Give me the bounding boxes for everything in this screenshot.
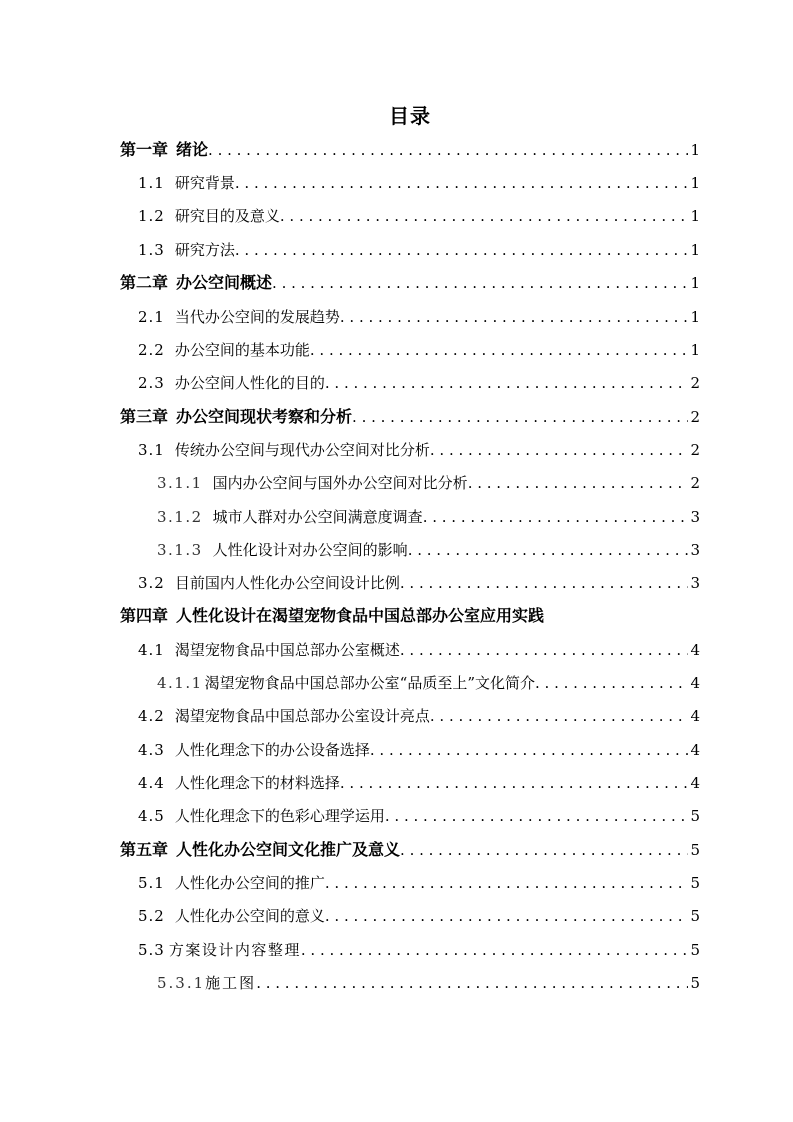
toc-entry-text: 渴望宠物食品中国总部办公室设计亮点 bbox=[174, 707, 430, 725]
toc-entry-5-3[interactable] bbox=[138, 936, 700, 964]
toc-entry-chapter-1[interactable] bbox=[120, 136, 700, 164]
toc-entry-text: 目前国内人性化办公空间设计比例 bbox=[174, 574, 400, 592]
dot-leader bbox=[408, 536, 689, 564]
toc-entry-number: 4.4 bbox=[138, 774, 165, 792]
toc-entry-text: 人性化理念下的色彩心理学运用 bbox=[174, 807, 385, 825]
dot-leader bbox=[340, 303, 689, 331]
toc-entry-text: 城市人群对办公空间满意度调查 bbox=[212, 508, 423, 526]
dot-leader bbox=[235, 169, 689, 197]
toc-entry-page: 1 bbox=[690, 174, 700, 192]
toc-entry-page: 1 bbox=[690, 308, 700, 326]
toc-entry-text: 办公空间的基本功能 bbox=[174, 341, 310, 359]
toc-entry-number: 5.3.1 bbox=[157, 974, 206, 992]
toc-entry-page: 2 bbox=[690, 374, 700, 392]
toc-entry-page: 1 bbox=[690, 274, 700, 292]
dot-leader bbox=[325, 902, 689, 930]
toc-entry-number: 4.1.1 bbox=[157, 674, 203, 692]
toc-entry-text: 渴望宠物食品中国总部办公室概述 bbox=[174, 641, 400, 659]
toc-entry-page: 5 bbox=[690, 974, 700, 992]
toc-entry-chapter-2[interactable] bbox=[120, 269, 700, 297]
toc-entry-text: 渴望宠物食品中国总部办公室“品质至上”文化简介 bbox=[204, 674, 536, 692]
toc-entry-text: 绪论 bbox=[176, 140, 209, 159]
toc-entry-number: 3.1.1 bbox=[157, 474, 203, 492]
toc-entry-text: 人性化办公空间的意义 bbox=[174, 907, 325, 925]
toc-entry-text: 方案设计内容整理 bbox=[168, 941, 301, 959]
dot-leader bbox=[535, 669, 688, 697]
toc-entry-text: 研究背景 bbox=[174, 174, 235, 192]
toc-entry-page: 5 bbox=[690, 874, 700, 892]
toc-entry-1-2[interactable] bbox=[138, 202, 700, 230]
toc-entry-text: 传统办公空间与现代办公空间对比分析 bbox=[174, 441, 430, 459]
toc-entry-4-5[interactable] bbox=[138, 802, 700, 830]
dot-leader bbox=[385, 802, 689, 830]
dot-leader bbox=[235, 236, 689, 264]
toc-entry-3-1-3[interactable] bbox=[157, 536, 700, 564]
toc-entry-text: 人性化办公空间文化推广及意义 bbox=[176, 840, 401, 859]
toc-entry-text: 人性化办公空间的推广 bbox=[174, 874, 325, 892]
toc-entry-number: 2.1 bbox=[138, 308, 165, 326]
toc-entry-number: 2.3 bbox=[138, 374, 165, 392]
toc-entry-page: 3 bbox=[690, 574, 700, 592]
toc-entry-text: 办公空间人性化的目的 bbox=[174, 374, 325, 392]
dot-leader bbox=[325, 869, 689, 897]
toc-entry-page: 1 bbox=[690, 241, 700, 259]
toc-entry-page: 5 bbox=[690, 907, 700, 925]
toc-entry-number: 第五章 bbox=[120, 840, 169, 859]
toc-entry-text: 研究方法 bbox=[174, 241, 235, 259]
dot-leader bbox=[430, 702, 689, 730]
toc-entry-page: 5 bbox=[690, 941, 700, 959]
toc-entry-text: 研究目的及意义 bbox=[174, 207, 280, 225]
toc-entry-page: 5 bbox=[690, 807, 700, 825]
toc-title: 目录 bbox=[389, 104, 431, 128]
toc-entry-4-1[interactable] bbox=[138, 636, 700, 664]
toc-entry-2-1[interactable] bbox=[138, 303, 700, 331]
toc-entry-number: 3.1.3 bbox=[157, 541, 203, 559]
dot-leader bbox=[400, 836, 688, 864]
toc-entry-number: 5.2 bbox=[138, 907, 165, 925]
toc-entry-4-3[interactable] bbox=[138, 736, 700, 764]
toc-entry-number: 5.1 bbox=[138, 874, 165, 892]
toc-entry-number: 1.1 bbox=[138, 174, 165, 192]
toc-entry-page: 1 bbox=[690, 207, 700, 225]
toc-entry-number: 第一章 bbox=[120, 140, 169, 159]
toc-entry-number: 4.2 bbox=[138, 707, 165, 725]
toc-entry-number: 4.1 bbox=[138, 641, 165, 659]
toc-entry-5-1[interactable] bbox=[138, 869, 700, 897]
toc-entry-text: 施工图 bbox=[205, 974, 257, 992]
toc-entry-number: 4.3 bbox=[138, 741, 165, 759]
toc-entry-number: 第三章 bbox=[120, 407, 169, 426]
toc-entry-number: 1.2 bbox=[138, 207, 165, 225]
toc-entry-text: 人性化设计在渴望宠物食品中国总部办公室应用实践 bbox=[176, 606, 545, 625]
toc-entry-text: 人性化设计对办公空间的影响 bbox=[212, 541, 408, 559]
toc-entry-number: 第二章 bbox=[120, 273, 169, 292]
toc-entry-1-3[interactable] bbox=[138, 236, 700, 264]
toc-entry-page: 4 bbox=[690, 774, 700, 792]
toc-entry-text: 人性化理念下的办公设备选择 bbox=[174, 741, 370, 759]
toc-entry-number: 3.2 bbox=[138, 574, 165, 592]
toc-entry-page: 2 bbox=[690, 474, 700, 492]
dot-leader bbox=[280, 202, 689, 230]
toc-entry-number: 第四章 bbox=[120, 606, 169, 625]
toc-entry-page: 2 bbox=[690, 441, 700, 459]
toc-entry-text: 办公空间现状考察和分析 bbox=[176, 407, 353, 426]
toc-entry-number: 2.2 bbox=[138, 341, 165, 359]
toc-entry-text: 国内办公空间与国外办公空间对比分析 bbox=[212, 474, 468, 492]
toc-entry-page: 1 bbox=[690, 141, 700, 159]
toc-entry-page: 3 bbox=[690, 541, 700, 559]
toc-entry-4-4[interactable] bbox=[138, 769, 700, 797]
toc-entry-page: 3 bbox=[690, 508, 700, 526]
toc-entry-page: 5 bbox=[690, 841, 700, 859]
dot-leader bbox=[400, 636, 689, 664]
dot-leader bbox=[370, 736, 689, 764]
toc-entry-5-3-1[interactable] bbox=[157, 969, 700, 997]
toc-entry-chapter-5[interactable] bbox=[120, 836, 700, 864]
dot-leader bbox=[430, 436, 689, 464]
toc-entry-number: 3.1.2 bbox=[157, 508, 203, 526]
toc-entry-number: 3.1 bbox=[138, 441, 165, 459]
toc-entry-1-1[interactable] bbox=[138, 169, 700, 197]
toc-entry-3-1[interactable] bbox=[138, 436, 700, 464]
toc-entry-page: 4 bbox=[690, 741, 700, 759]
toc-entry-number: 1.3 bbox=[138, 241, 165, 259]
toc-entry-number: 5.3 bbox=[138, 941, 165, 959]
toc-entry-2-3[interactable] bbox=[138, 369, 700, 397]
toc-entry-text: 办公空间概述 bbox=[176, 273, 273, 292]
dot-leader bbox=[340, 769, 689, 797]
dot-leader bbox=[208, 136, 688, 164]
toc-entry-text: 当代办公空间的发展趋势 bbox=[174, 308, 340, 326]
toc-entry-page: 4 bbox=[690, 641, 700, 659]
toc-entry-4-1-1[interactable] bbox=[157, 669, 700, 697]
toc-entry-2-2[interactable] bbox=[138, 336, 700, 364]
toc-entry-chapter-4[interactable] bbox=[120, 602, 700, 630]
dot-leader bbox=[325, 369, 689, 397]
dot-leader bbox=[310, 336, 689, 364]
dot-leader bbox=[423, 503, 689, 531]
toc-entry-number: 4.5 bbox=[138, 807, 165, 825]
dot-leader bbox=[301, 936, 689, 964]
dot-leader bbox=[400, 569, 689, 597]
toc-entry-page: 4 bbox=[690, 674, 700, 692]
toc-entry-3-2[interactable] bbox=[138, 569, 700, 597]
toc-entry-3-1-1[interactable] bbox=[157, 469, 700, 497]
toc-entry-text: 人性化理念下的材料选择 bbox=[174, 774, 340, 792]
toc-entry-3-1-2[interactable] bbox=[157, 503, 700, 531]
dot-leader bbox=[468, 469, 689, 497]
toc-entry-4-2[interactable] bbox=[138, 702, 700, 730]
toc-entry-page: 4 bbox=[690, 707, 700, 725]
toc-entry-5-2[interactable] bbox=[138, 902, 700, 930]
toc-entry-chapter-3[interactable] bbox=[120, 403, 700, 431]
dot-leader bbox=[272, 269, 688, 297]
dot-leader bbox=[256, 969, 688, 997]
toc-entry-page: 2 bbox=[690, 408, 700, 426]
toc-entry-page: 1 bbox=[690, 341, 700, 359]
dot-leader bbox=[352, 403, 688, 431]
